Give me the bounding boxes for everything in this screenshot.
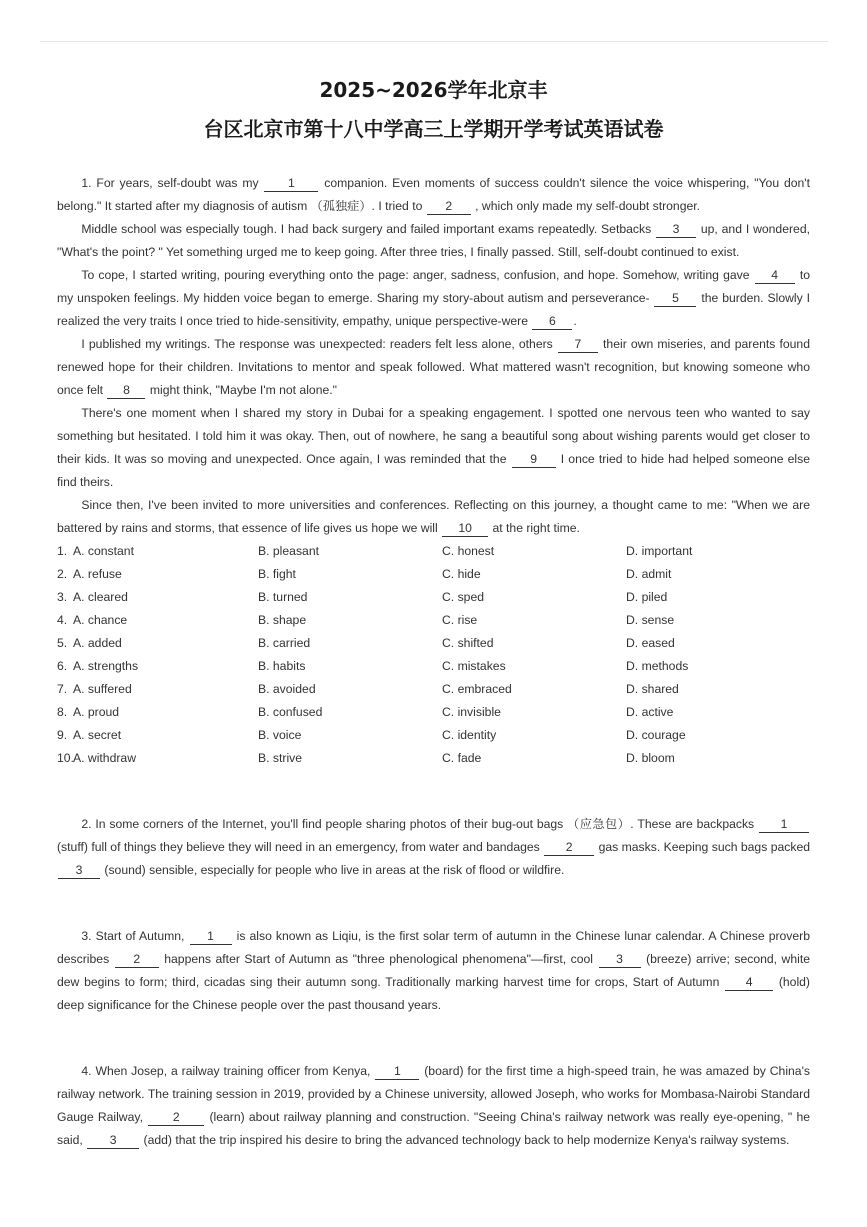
option-b[interactable]: B. carried	[258, 636, 311, 650]
option-b[interactable]: B. confused	[258, 705, 323, 719]
answer-blank[interactable]: 3	[599, 952, 641, 968]
page-title-line-2: 台区北京市第十八中学高三上学期开学考试英语试卷	[203, 117, 664, 141]
answer-blank[interactable]: 4	[725, 975, 773, 991]
option-a[interactable]: A. refuse	[73, 567, 122, 581]
answer-blank[interactable]: 5	[654, 291, 696, 307]
option-d[interactable]: D. sense	[626, 613, 675, 627]
option-row: 8. A. proud B. confused C. invisible D. active	[57, 701, 810, 724]
option-d[interactable]: D. active	[626, 705, 674, 719]
option-b[interactable]: B. voice	[258, 728, 302, 742]
passage-paragraph: Since then, I've been invited to more universities and conferences. Reflecting on this journey, a thought came to me: "When we are battered by rains and storms, that essence of life gives us hope we will 10 at the right time.	[57, 498, 810, 535]
option-b[interactable]: B. turned	[258, 590, 308, 604]
option-a[interactable]: A. withdraw	[73, 751, 136, 765]
answer-blank[interactable]: 3	[656, 222, 696, 238]
option-b[interactable]: B. pleasant	[258, 544, 319, 558]
answer-blank[interactable]: 1	[375, 1064, 419, 1080]
answer-blank[interactable]: 1	[190, 929, 232, 945]
option-d[interactable]: D. bloom	[626, 751, 675, 765]
option-d[interactable]: D. shared	[626, 682, 679, 696]
option-c[interactable]: C. fade	[442, 751, 482, 765]
option-a[interactable]: A. constant	[73, 544, 134, 558]
passage-paragraph: 1. For years, self-doubt was my 1 companion. Even moments of success couldn't silence the voice whispering, "You don't belong." It started after my diagnosis of autism （孤独症）. I tried to 2 , which only made my self-doubt stronger.	[57, 176, 810, 213]
answer-blank[interactable]: 2	[544, 840, 594, 856]
answer-blank[interactable]: 6	[532, 314, 572, 330]
option-row: 2. A. refuse B. fight C. hide D. admit	[57, 563, 810, 586]
exam-content	[57, 172, 810, 1152]
option-a[interactable]: A. chance	[73, 613, 128, 627]
passage-paragraph: 2. In some corners of the Internet, you'll find people sharing photos of their bug-out bags （应急包）. These are backpacks 1 (stuff) full of things they believe they will need in an emergency, from water and bandages 2 gas masks. Keeping such bags packed 3 (sound) sensible, especially for people who live in areas at the risk of flood or wildfire.	[57, 817, 810, 877]
option-c[interactable]: C. sped	[442, 590, 485, 604]
option-a[interactable]: A. secret	[73, 728, 122, 742]
question-1-cloze	[57, 172, 810, 770]
option-d[interactable]: D. methods	[626, 659, 689, 673]
answer-blank[interactable]: 1	[759, 817, 809, 833]
answer-blank[interactable]: 2	[115, 952, 159, 968]
option-b[interactable]: B. shape	[258, 613, 307, 627]
option-c[interactable]: C. identity	[442, 728, 497, 742]
passage-paragraph: There's one moment when I shared my story in Dubai for a speaking engagement. I spotted one nervous teen who wanted to say something but hesitated. I told him it was okay. Then, out of nowhere, he sang a beautiful song about wishing parents would get closer to their kids. It was so moving and unexpected. Once again, I was reminded that the 9 I once tried to hide had helped someone else find theirs.	[57, 406, 810, 489]
answer-blank[interactable]: 2	[148, 1110, 204, 1126]
option-row: 6. A. strengths B. habits C. mistakes D. methods	[57, 655, 810, 678]
option-b[interactable]: B. fight	[258, 567, 296, 581]
option-c[interactable]: C. shifted	[442, 636, 494, 650]
option-row: 5. A. added B. carried C. shifted D. eased	[57, 632, 810, 655]
answer-blank[interactable]: 9	[512, 452, 556, 468]
option-b[interactable]: B. habits	[258, 659, 306, 673]
option-d[interactable]: D. piled	[626, 590, 668, 604]
question-2-grammar-fill	[57, 813, 810, 882]
option-c[interactable]: C. mistakes	[442, 659, 506, 673]
option-c[interactable]: C. embraced	[442, 682, 512, 696]
answer-blank[interactable]: 4	[755, 268, 795, 284]
option-c[interactable]: C. hide	[442, 567, 481, 581]
answer-blank[interactable]: 8	[107, 383, 145, 399]
option-d[interactable]: D. admit	[626, 567, 672, 581]
option-a[interactable]: A. proud	[73, 705, 120, 719]
passage-paragraph: I published my writings. The response was unexpected: readers felt less alone, others 7 their own miseries, and parents found renewed hope for their children. Invitations to mentor and speak followed. What mattered wasn't recognition, but knowing someone who once felt 8 might think, "Maybe I'm not alone."	[57, 337, 810, 397]
question-3-grammar-fill	[57, 925, 810, 1017]
option-d[interactable]: D. important	[626, 544, 693, 558]
option-c[interactable]: C. rise	[442, 613, 478, 627]
answer-blank[interactable]: 7	[558, 337, 598, 353]
option-row: 1. A. constant B. pleasant C. honest D. important	[57, 540, 810, 563]
option-a[interactable]: A. added	[73, 636, 122, 650]
answer-blank[interactable]: 3	[58, 863, 100, 879]
option-d[interactable]: D. courage	[626, 728, 686, 742]
option-row: 10. A. withdraw B. strive C. fade D. bloom	[57, 747, 810, 770]
options-table	[57, 540, 810, 770]
top-divider	[40, 41, 828, 42]
option-a[interactable]: A. cleared	[73, 590, 128, 604]
option-b[interactable]: B. avoided	[258, 682, 316, 696]
option-d[interactable]: D. eased	[626, 636, 675, 650]
answer-blank[interactable]: 2	[427, 199, 471, 215]
question-4-grammar-fill	[57, 1060, 810, 1152]
option-row: 3. A. cleared B. turned C. sped D. piled	[57, 586, 810, 609]
passage-paragraph: 4. When Josep, a railway training officer from Kenya, 1 (board) for the first time a high-speed train, he was amazed by China's railway network. The training session in 2019, provided by a Chinese university, allowed Joseph, who works for Mombasa-Nairobi Standard Gauge Railway, 2 (learn) about railway planning and construction. "Seeing China's railway network was really eye-opening, " he said, 3 (add) that the trip inspired his desire to bring the advanced technology back to help modernize Kenya's railway systems.	[57, 1064, 811, 1147]
passage-paragraph: To cope, I started writing, pouring everything onto the page: anger, sadness, confusion, and hope. Somehow, writing gave 4 to my unspoken feelings. My hidden voice began to emerge. Sharing my story-about autism and perseverance- 5 the burden. Slowly I realized the very traits I once tried to hide-sensitivity, empathy, unique perspective-were 6 .	[57, 268, 811, 328]
option-b[interactable]: B. strive	[258, 751, 303, 765]
page-title-line-1: 2025~2026学年北京丰	[319, 78, 548, 102]
option-row: 9. A. secret B. voice C. identity D. courage	[57, 724, 810, 747]
answer-blank[interactable]: 10	[442, 521, 488, 537]
answer-blank[interactable]: 1	[264, 176, 318, 192]
option-c[interactable]: C. honest	[442, 544, 495, 558]
option-c[interactable]: C. invisible	[442, 705, 501, 719]
option-a[interactable]: A. strengths	[73, 659, 139, 673]
option-row: 4. A. chance B. shape C. rise D. sense	[57, 609, 810, 632]
passage-paragraph: Middle school was especially tough. I had back surgery and failed important exams repeatedly. Setbacks 3 up, and I wondered, "What's the point? " Yet something urged me to keep going. After three tries, I finally passed. Still, self-doubt continued to exist.	[57, 222, 810, 259]
option-a[interactable]: A. suffered	[73, 682, 132, 696]
option-row: 7. A. suffered B. avoided C. embraced D. shared	[57, 678, 810, 701]
answer-blank[interactable]: 3	[87, 1133, 139, 1149]
passage-paragraph: 3. Start of Autumn, 1 is also known as Liqiu, is the first solar term of autumn in the Chinese lunar calendar. A Chinese proverb describes 2 happens after Start of Autumn as "three phenological phenomena"—first, cool 3 (breeze) arrive; second, white dew begins to form; third, cicadas sing their autumn song. Traditionally marking harvest time for crops, Start of Autumn 4 (hold) deep significance for the Chinese people over the past thousand years.	[57, 929, 811, 1012]
